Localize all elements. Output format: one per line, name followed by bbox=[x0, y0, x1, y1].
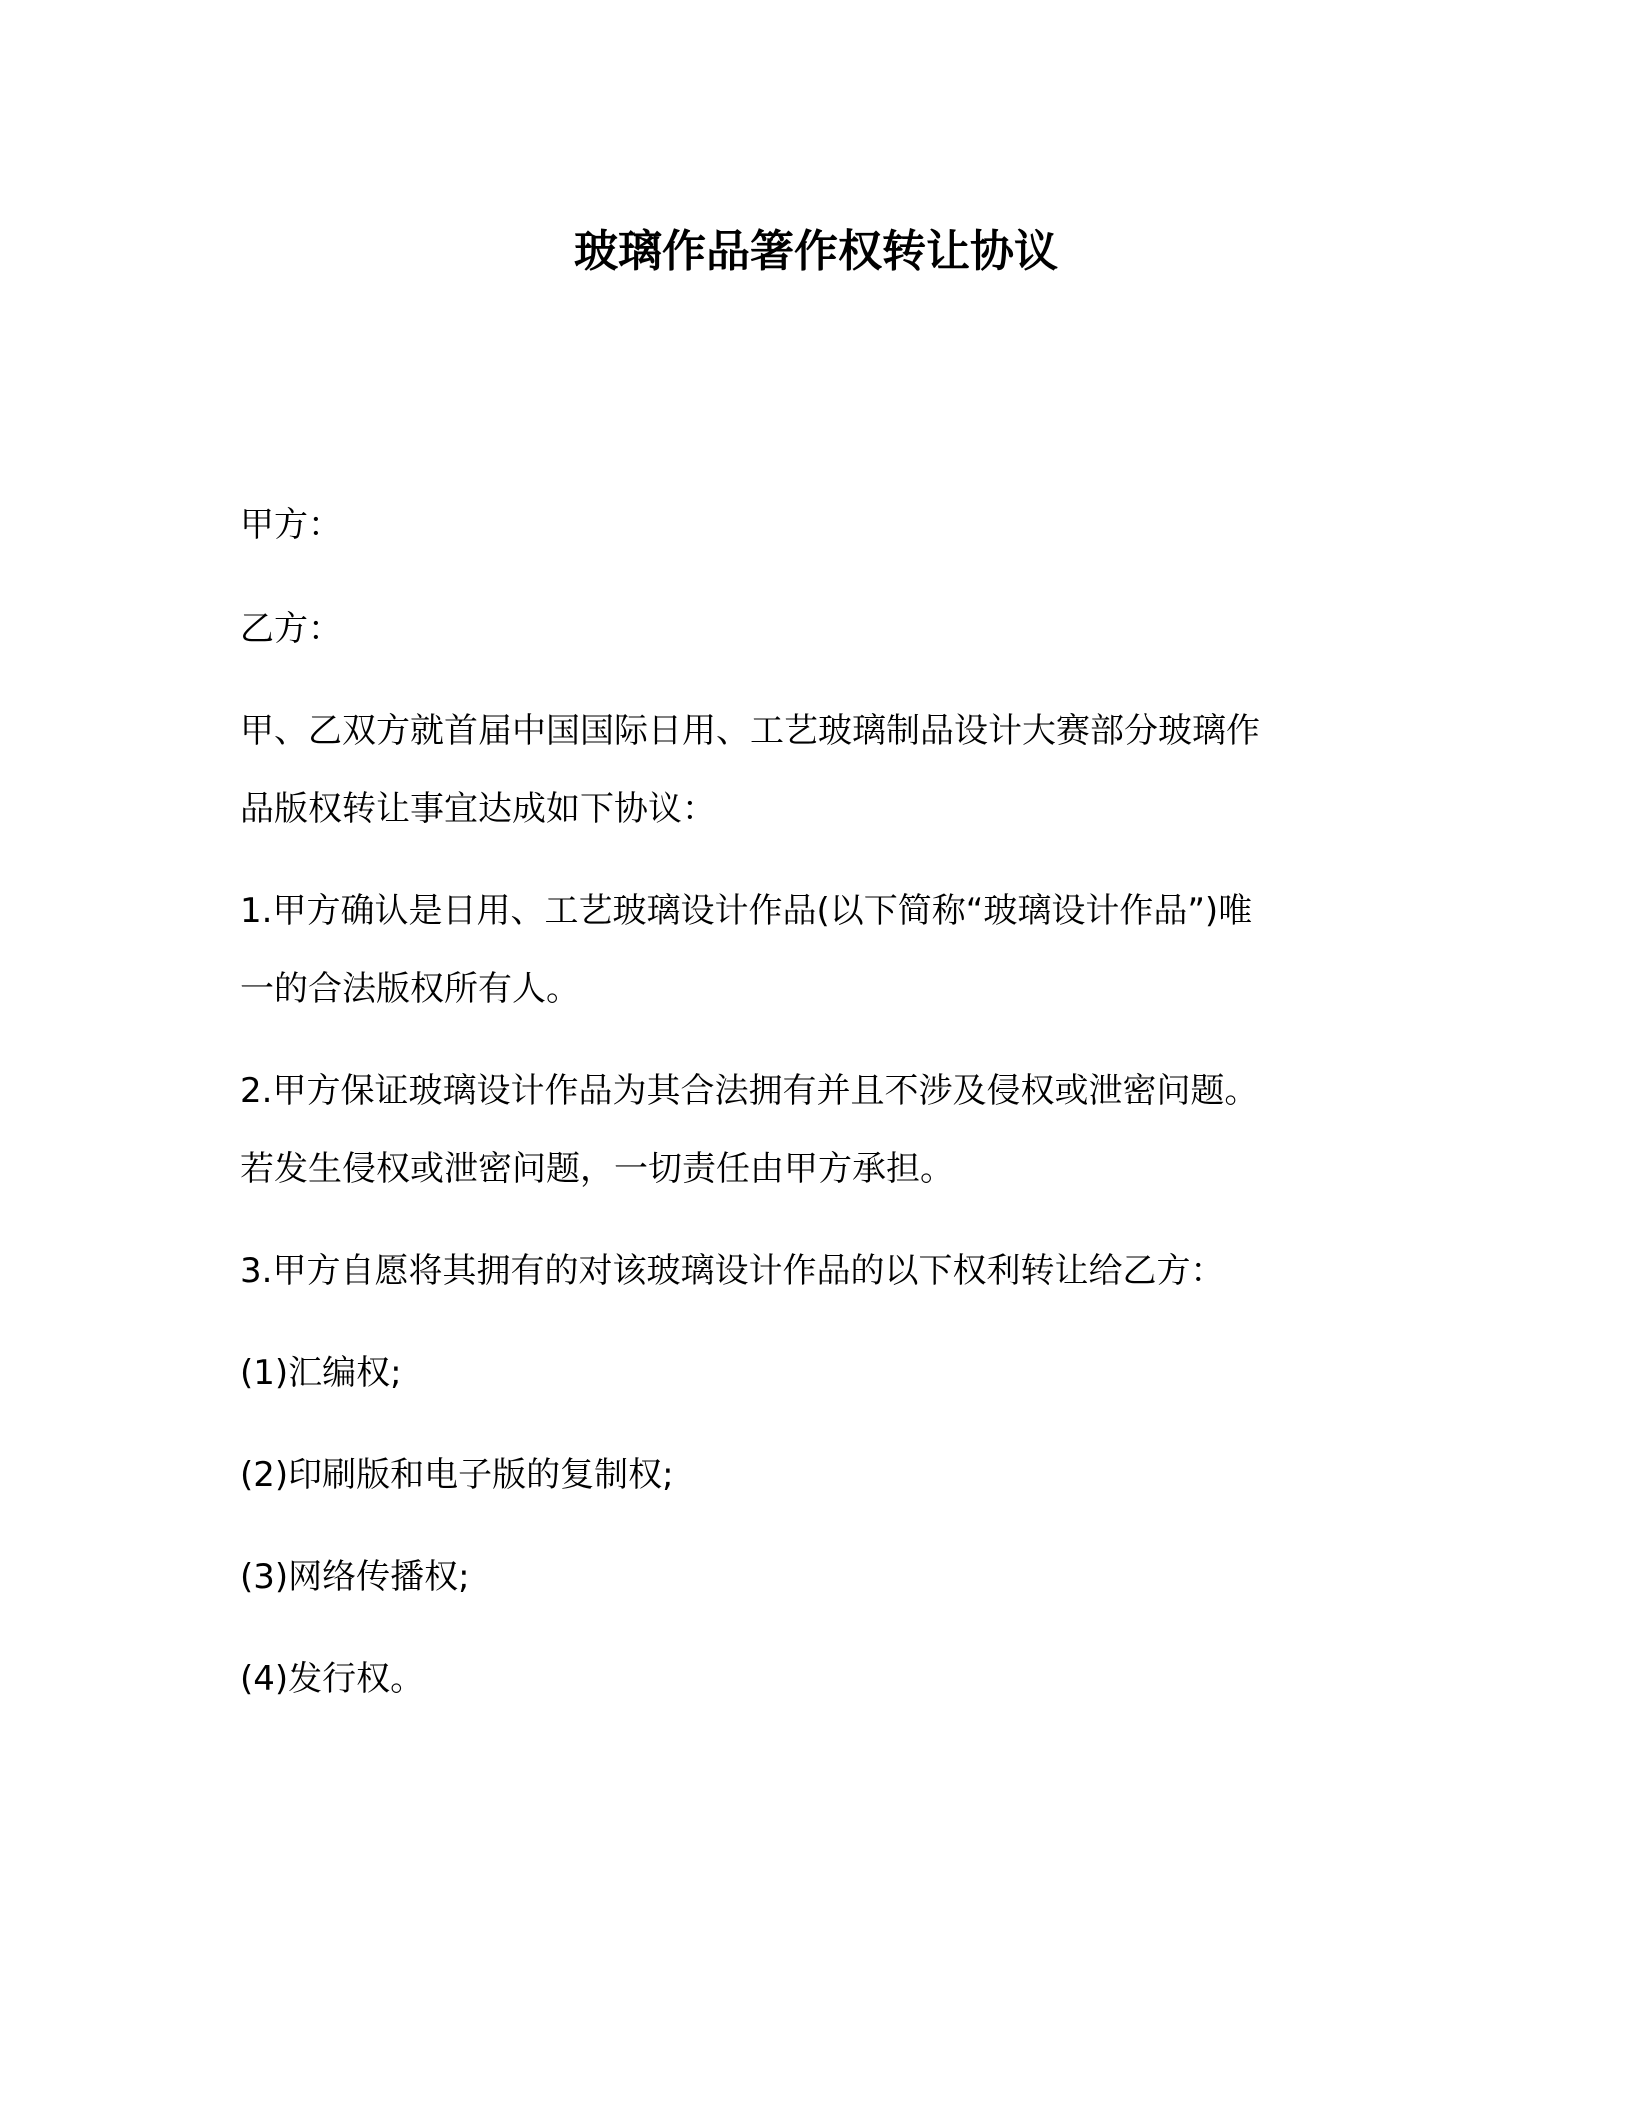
clause-1-line-2: 一的合法版权所有人。 bbox=[240, 969, 580, 1009]
intro-line-1: 甲、乙双方就首届中国国际日用、工艺玻璃制品设计大赛部分玻璃作 bbox=[240, 711, 1260, 751]
clause-2-line-2: 若发生侵权或泄密问题，一切责任由甲方承担。 bbox=[240, 1149, 954, 1189]
right-item-4: (4)发行权。 bbox=[240, 1659, 425, 1699]
right-item-2: (2)印刷版和电子版的复制权; bbox=[240, 1455, 674, 1495]
party-a-label: 甲方： bbox=[240, 505, 342, 545]
document-title: 玻璃作品箸作权转让协议 bbox=[574, 226, 1058, 277]
right-item-3: (3)网络传播权; bbox=[240, 1557, 470, 1597]
clause-2-line-1: 2.甲方保证玻璃设计作品为其合法拥有并且不涉及侵权或泄密问题。 bbox=[240, 1071, 1259, 1111]
right-item-1: (1)汇编权; bbox=[240, 1353, 402, 1393]
clause-1-line-1: 1.甲方确认是日用、工艺玻璃设计作品(以下简称“玻璃设计作品”)唯 bbox=[240, 891, 1253, 931]
intro-line-2: 品版权转让事宜达成如下协议： bbox=[240, 789, 716, 829]
clause-3: 3.甲方自愿将其拥有的对该玻璃设计作品的以下权利转让给乙方： bbox=[240, 1251, 1225, 1291]
party-b-label: 乙方： bbox=[240, 609, 342, 649]
